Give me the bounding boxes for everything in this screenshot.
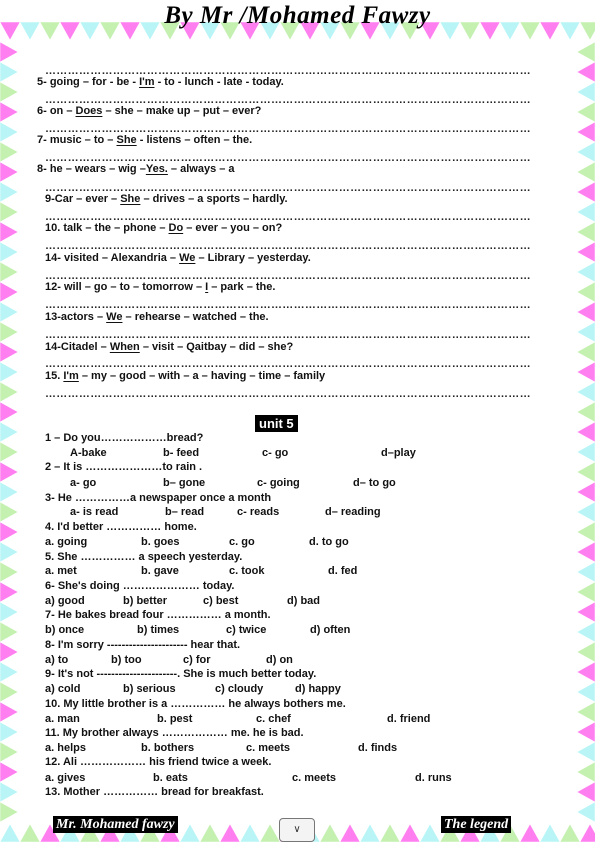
rearrange-start-word: We <box>179 252 196 264</box>
mcq-question: 5. She …………… a speech yesterday. <box>45 551 243 563</box>
rearrange-text: 9-Car – ever – <box>45 193 121 205</box>
mcq-option[interactable]: b) once <box>45 624 85 636</box>
mcq-option[interactable]: b) too <box>111 654 142 666</box>
answer-dotted-line: ………………………………………………………………………………………………………………… <box>45 182 531 194</box>
mcq-question: 4. I'd better …………… home. <box>45 521 197 533</box>
rearrange-start-word: Yes. <box>145 163 168 175</box>
mcq-option[interactable]: a- is read <box>70 506 119 518</box>
rearrange-start-word: I'm <box>139 76 155 88</box>
footer-author: Mr. Mohamed fawzy <box>53 816 178 833</box>
mcq-question: 6- She's doing ………………… today. <box>45 580 235 592</box>
rearrange-start-word: Does <box>75 105 103 117</box>
mcq-option[interactable]: a. gives <box>45 772 86 784</box>
answer-dotted-line: ………………………………………………………………………………………………………………… <box>45 240 531 252</box>
rearrange-text-rest: – rehearse – watched – the. <box>122 311 269 323</box>
rearrange-text-rest: - listens – often – the. <box>136 134 253 146</box>
mcq-option[interactable]: d. friend <box>387 713 431 725</box>
answer-dotted-line: ………………………………………………………………………………………………………………… <box>45 388 531 400</box>
answer-dotted-line: ………………………………………………………………………………………………………………… <box>45 152 531 164</box>
rearrange-text: 6- on – <box>37 105 76 117</box>
mcq-option[interactable]: b) better <box>123 595 167 607</box>
rearrange-start-word: When <box>109 341 140 353</box>
rearrange-text-rest: - to - lunch - late - today. <box>154 76 284 88</box>
rearrange-item <box>45 193 288 205</box>
rearrange-item <box>45 252 311 264</box>
rearrange-text-rest: – ever – you – on? <box>183 222 283 234</box>
rearrange-item <box>37 105 261 117</box>
rearrange-text-rest: – park – the. <box>208 281 276 293</box>
unit-badge: unit 5 <box>255 415 298 432</box>
mcq-option[interactable]: c- going <box>257 477 300 489</box>
rearrange-text-rest: – drives – a sports – hardly. <box>140 193 288 205</box>
mcq-option[interactable]: c- go <box>262 447 289 459</box>
rearrange-item <box>37 134 252 146</box>
rearrange-item <box>45 341 293 353</box>
mcq-option[interactable]: d– reading <box>325 506 381 518</box>
mcq-option[interactable]: c. meets <box>246 742 291 754</box>
rearrange-start-word: She <box>116 134 137 146</box>
rearrange-text: 5- going – for - be - <box>37 76 140 88</box>
mcq-option[interactable]: b. goes <box>141 536 180 548</box>
answer-dotted-line: ………………………………………………………………………………………………………………… <box>45 358 531 370</box>
mcq-option[interactable]: d) happy <box>295 683 341 695</box>
mcq-option[interactable]: c) best <box>203 595 239 607</box>
header-title: By Mr /Mohamed Fawzy <box>164 2 431 29</box>
rearrange-item <box>45 222 282 234</box>
rearrange-item <box>45 370 325 382</box>
rearrange-text: 13-actors – <box>45 311 107 323</box>
rearrange-start-word: We <box>106 311 123 323</box>
mcq-option[interactable]: d–play <box>381 447 416 459</box>
answer-dotted-line: ………………………………………………………………………………………………………………… <box>45 94 531 106</box>
rearrange-text: 7- music – to – <box>37 134 117 146</box>
mcq-option[interactable]: b) serious <box>123 683 176 695</box>
mcq-option[interactable]: b- feed <box>163 447 200 459</box>
rearrange-text-rest: – visit – Qaitbay – did – she? <box>139 341 294 353</box>
footer-tagline: The legend <box>441 816 511 833</box>
mcq-option[interactable]: d. finds <box>358 742 398 754</box>
mcq-question: 7- He bakes bread four …………… a month. <box>45 609 271 621</box>
answer-dotted-line: ………………………………………………………………………………………………………………… <box>45 123 531 135</box>
mcq-option[interactable]: A-bake <box>70 447 107 459</box>
rearrange-item <box>37 163 235 175</box>
mcq-question: 8- I'm sorry ---------------------- hear that. <box>45 639 241 651</box>
mcq-question: 13. Mother …………… bread for breakfast. <box>45 786 264 798</box>
mcq-option[interactable]: d. runs <box>415 772 452 784</box>
mcq-option[interactable]: d) bad <box>287 595 320 607</box>
rearrange-text: 12- will – go – to – tomorrow – <box>45 281 206 293</box>
rearrange-start-word: She <box>120 193 141 205</box>
rearrange-start-word: I <box>205 281 209 293</box>
answer-dotted-line: ………………………………………………………………………………………………………………… <box>45 65 531 77</box>
rearrange-text: 14- visited – Alexandria – <box>45 252 180 264</box>
mcq-option[interactable]: c) cloudy <box>215 683 264 695</box>
rearrange-text-rest: – my – good – with – a – having – time – family <box>78 370 326 382</box>
answer-dotted-line: ………………………………………………………………………………………………………………… <box>45 329 531 341</box>
mcq-option[interactable]: c. chef <box>256 713 291 725</box>
rearrange-text-rest: – always – a <box>167 163 235 175</box>
rearrange-text-rest: – she – make up – put – ever? <box>102 105 262 117</box>
mcq-question: 2 – It is …………………to rain . <box>45 461 203 473</box>
mcq-option[interactable]: a) to <box>45 654 69 666</box>
mcq-option[interactable]: a- go <box>70 477 97 489</box>
mcq-option[interactable]: c- reads <box>237 506 280 518</box>
mcq-option[interactable]: a) cold <box>45 683 81 695</box>
rearrange-text: 15. <box>45 370 64 382</box>
rearrange-text-rest: – Library – yesterday. <box>195 252 311 264</box>
mcq-option[interactable]: a. met <box>45 565 77 577</box>
mcq-question: 3- He ……………a newspaper once a month <box>45 492 272 504</box>
mcq-option[interactable]: c. go <box>229 536 255 548</box>
mcq-option[interactable]: c. took <box>229 565 265 577</box>
rearrange-item <box>37 76 284 88</box>
mcq-question: 9- It's not ----------------------. She is much better today. <box>45 668 317 680</box>
mcq-option[interactable]: d) often <box>310 624 351 636</box>
mcq-option[interactable]: c) twice <box>226 624 267 636</box>
mcq-option[interactable]: d. fed <box>328 565 358 577</box>
mcq-option[interactable]: b) times <box>137 624 180 636</box>
mcq-question: 1 – Do you………………bread? <box>45 432 204 444</box>
mcq-option[interactable]: a. going <box>45 536 88 548</box>
rearrange-text: 8- he – wears – wig – <box>37 163 146 175</box>
mcq-option[interactable]: b. bothers <box>141 742 195 754</box>
mcq-option[interactable]: d– to go <box>353 477 396 489</box>
rearrange-start-word: Do <box>168 222 184 234</box>
mcq-option[interactable]: a. man <box>45 713 80 725</box>
mcq-option[interactable]: b. pest <box>157 713 193 725</box>
answer-dotted-line: ………………………………………………………………………………………………………………… <box>45 270 531 282</box>
mcq-option[interactable]: a. helps <box>45 742 86 754</box>
rearrange-item <box>45 281 275 293</box>
mcq-option[interactable]: c. meets <box>292 772 337 784</box>
mcq-option[interactable]: a) good <box>45 595 85 607</box>
answer-dotted-line: ………………………………………………………………………………………………………………… <box>45 211 531 223</box>
mcq-question: 12. Ali ……………… his friend twice a week. <box>45 756 272 768</box>
mcq-option[interactable]: d. to go <box>309 536 349 548</box>
page-number-box: ∨ <box>279 818 315 842</box>
mcq-option[interactable]: b. eats <box>153 772 188 784</box>
rearrange-text: 10. talk – the – phone – <box>45 222 169 234</box>
mcq-option[interactable]: b– gone <box>163 477 206 489</box>
mcq-question: 10. My little brother is a …………… he always bothers me. <box>45 698 346 710</box>
mcq-question: 11. My brother always ……………… me. he is bad. <box>45 727 304 739</box>
rearrange-start-word: I'm <box>63 370 79 382</box>
mcq-option[interactable]: d) on <box>266 654 293 666</box>
rearrange-item <box>45 311 269 323</box>
rearrange-text: 14-Citadel – <box>45 341 110 353</box>
answer-dotted-line: ………………………………………………………………………………………………………………… <box>45 299 531 311</box>
mcq-option[interactable]: b. gave <box>141 565 179 577</box>
mcq-option[interactable]: c) for <box>183 654 211 666</box>
mcq-option[interactable]: b– read <box>165 506 205 518</box>
